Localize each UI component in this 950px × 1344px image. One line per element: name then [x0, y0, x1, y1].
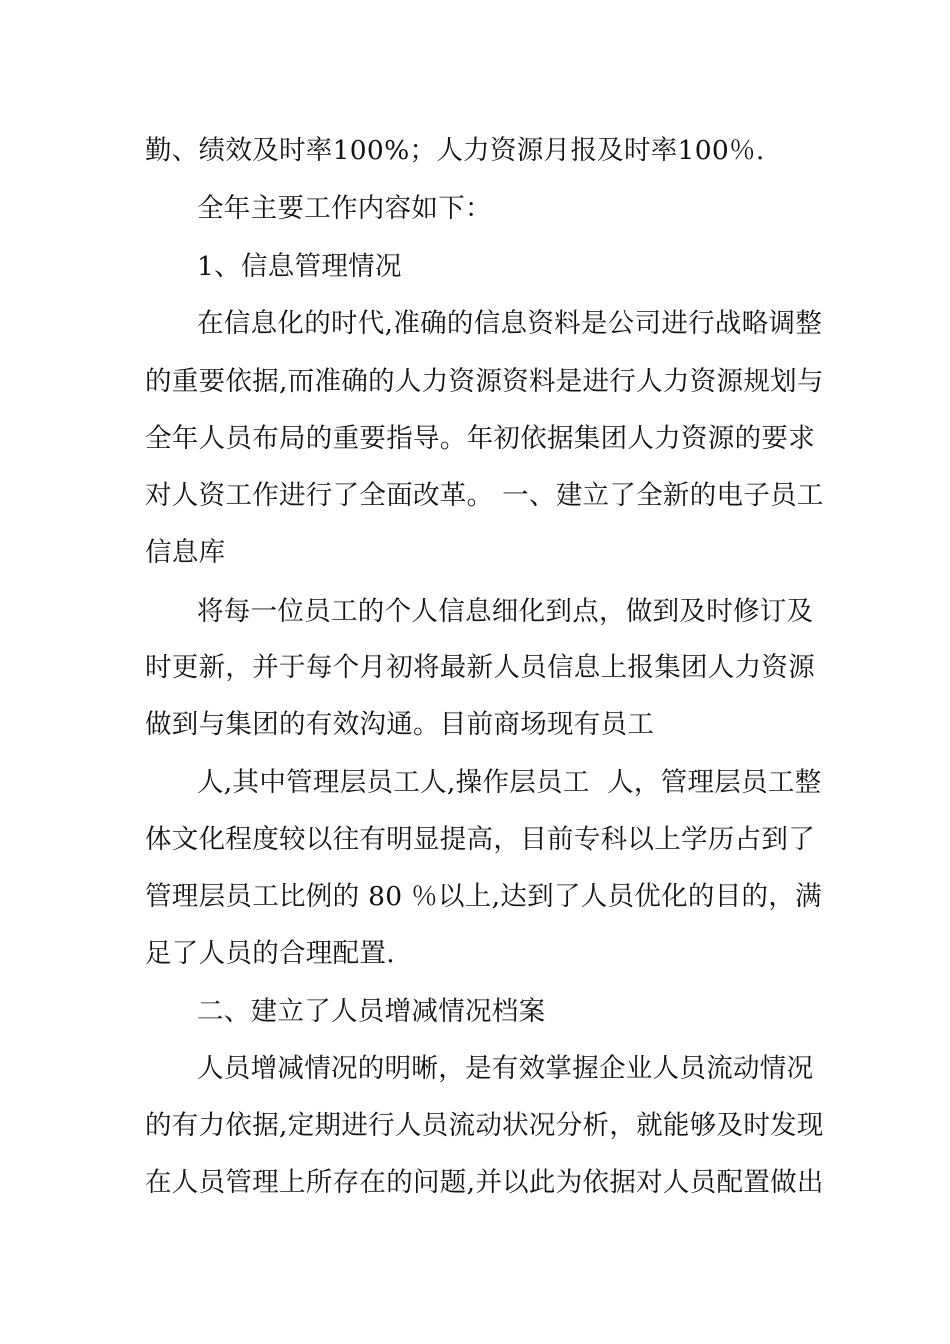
text-line-9: 将每一位员工的个人信息细化到点，做到及时修订及	[197, 596, 814, 627]
text-line-11: 做到与集团的有效沟通。目前商场现有员工	[145, 709, 655, 740]
text-line-4: 在信息化的时代,准确的信息资料是公司进行战略调整	[197, 308, 823, 339]
text-line-19: 在人员管理上所存在的问题,并以此为依据对人员配置做出	[145, 1167, 824, 1198]
text-line-14: 管理层员工比例的 80 ％以上,达到了人员优化的目的，满	[145, 881, 822, 912]
text-line-18: 的有力依据,定期进行人员流动状况分析，就能够及时发现	[145, 1110, 824, 1141]
text-line-15: 足了人员的合理配置.	[145, 938, 395, 969]
text-line-12: 人,其中管理层员工人,操作层员工 人，管理层员工整	[197, 767, 822, 798]
text-line-10: 时更新，并于每个月初将最新人员信息上报集团人力资源	[145, 652, 815, 683]
text-line-3: 1、信息管理情况	[197, 251, 402, 282]
text-line-5: 的重要依据,而准确的人力资源资料是进行人力资源规划与	[145, 366, 824, 397]
text-line-2: 全年主要工作内容如下：	[197, 193, 492, 224]
text-line-1: 勤、绩效及时率100%；人力资源月报及时率100％.	[145, 135, 765, 166]
text-line-7: 对人资工作进行了全面改革。 一、建立了全新的电子员工	[145, 480, 824, 511]
text-line-16: 二、建立了人员增减情况档案	[197, 996, 546, 1027]
text-line-13: 体文化程度较以往有明显提高，目前专科以上学历占到了	[145, 824, 815, 855]
text-line-8: 信息库	[145, 537, 226, 568]
text-line-17: 人员增减情况的明晰，是有效掌握企业人员流动情况	[197, 1053, 814, 1084]
text-line-6: 全年人员布局的重要指导。年初依据集团人力资源的要求	[145, 423, 815, 454]
